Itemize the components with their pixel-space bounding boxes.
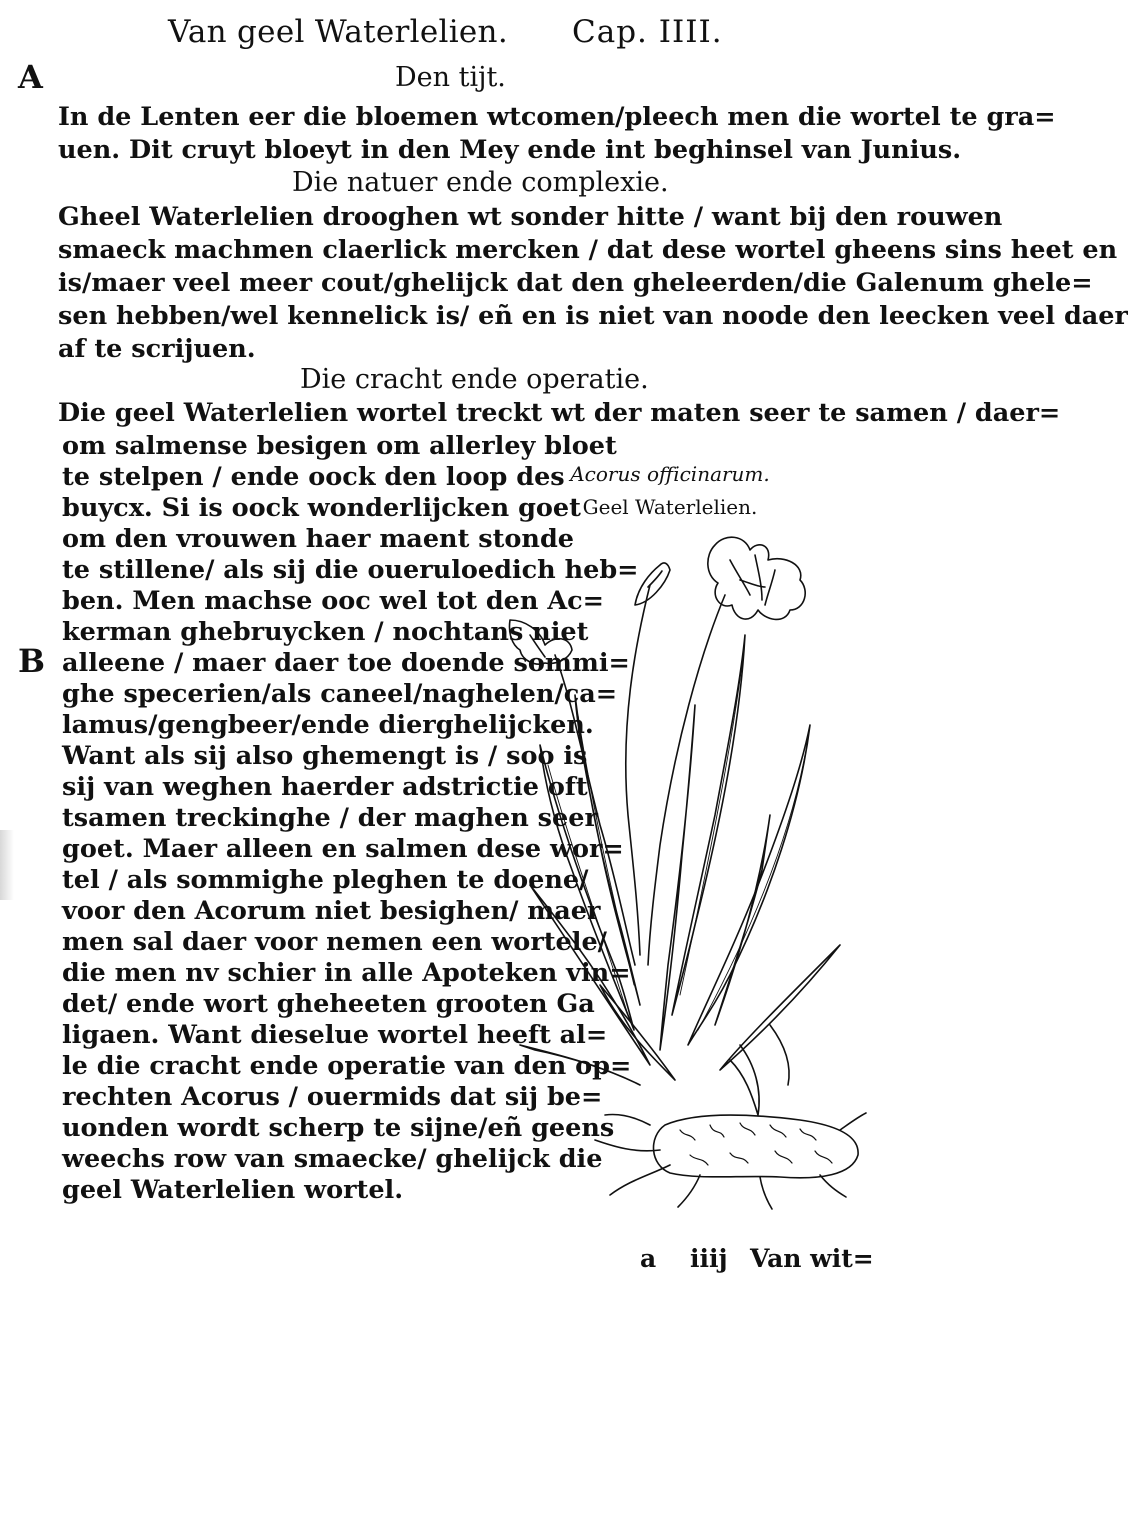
marginal-letter-b: B xyxy=(18,642,46,680)
text-line: die men nv schier in alle Apoteken vin= xyxy=(62,958,631,988)
text-line: Die geel Waterlelien wortel treckt wt der maten seer te samen / daer= xyxy=(58,398,1061,428)
text-line: geel Waterlelien wortel. xyxy=(62,1175,404,1205)
root xyxy=(595,1140,660,1151)
text-line: uonden wordt scherp te sijne/eñ geens xyxy=(62,1113,615,1143)
text-line: is/maer veel meer cout/ghelijck dat den gheleerden/die Galenum ghele= xyxy=(58,268,1093,298)
text-line: buycx. Si is oock wonderlijcken goet xyxy=(62,493,581,523)
text-line: smaeck machmen claerlick mercken / dat dese wortel gheens sins heet en xyxy=(58,235,1118,265)
text-line: goet. Maer alleen en salmen dese wor= xyxy=(62,834,624,864)
figure-caption-dutch: Geel Waterlelien. xyxy=(582,495,758,519)
text-line: ben. Men machse ooc wel tot den Ac= xyxy=(62,586,604,616)
leaf xyxy=(600,985,675,1080)
leaf xyxy=(720,945,840,1070)
catchword: Van wit= xyxy=(750,1244,874,1273)
text-line: sij van weghen haerder adstrictie oft xyxy=(62,772,588,802)
text-line: le die cracht ende operatie van den op= xyxy=(62,1051,632,1081)
running-title: Van geel Waterlelien. xyxy=(168,14,508,50)
text-line: weechs row van smaecke/ ghelijck die xyxy=(62,1144,603,1174)
section-heading-virtue: Die cracht ende operatie. xyxy=(300,364,649,395)
rhizome xyxy=(654,1115,859,1178)
text-line: te stillene/ als sij die ouerulоedich heb= xyxy=(62,555,639,585)
text-line: Gheel Waterlelien drooghen wt sonder hitte / want bij den rouwen xyxy=(58,202,1003,232)
signature-mark: a xyxy=(640,1244,657,1273)
leaf xyxy=(770,1025,789,1085)
text-line: rechten Acorus / ouermids dat sij be= xyxy=(62,1082,603,1112)
leaf xyxy=(715,815,770,1025)
root xyxy=(610,1165,670,1195)
text-line: ligaen. Want dieselue wortel heeft al= xyxy=(62,1020,608,1050)
signature-number: iiij xyxy=(690,1244,728,1273)
root xyxy=(760,1177,772,1209)
section-heading-nature: Die natuer ende complexie. xyxy=(292,167,669,198)
leaf xyxy=(672,635,745,1015)
marginal-letter-a: A xyxy=(18,58,43,96)
text-line: af te scrijuen. xyxy=(58,334,256,364)
text-line: uen. Dit cruyt bloeyt in den Mey ende int beghinsel van Junius. xyxy=(58,135,962,165)
text-line: om den vrouwen haer maent stonde xyxy=(62,524,574,554)
text-line: men sal daer voor nemen een wortele/ xyxy=(62,927,607,957)
text-line: tel / als sommighe pleghen te doene/ xyxy=(62,865,589,895)
text-line: voor den Acorum niet besighen/ maer xyxy=(62,896,601,926)
text-line: sen hebben/wel kennelick is/ eñ en is niet van noode den leecken veel daer xyxy=(58,301,1128,331)
small-flower xyxy=(509,620,572,664)
leaf xyxy=(688,725,810,1045)
chapter-number: Cap. IIII. xyxy=(572,14,723,50)
text-line: te stelpen / ende oock den loop des xyxy=(62,462,565,492)
text-line: In de Lenten eer die bloemen wtcomen/pleech men die wortel te gra= xyxy=(58,102,1056,132)
text-line: tsamen treckinghe / der maghen seer xyxy=(62,803,598,833)
text-line: Want als sij also ghemengt is / soo is xyxy=(62,741,588,771)
root xyxy=(605,1114,650,1125)
root xyxy=(820,1175,846,1197)
leaf xyxy=(520,1045,640,1085)
leaf xyxy=(730,1045,759,1115)
flower-bud xyxy=(635,563,670,605)
root xyxy=(840,1113,866,1130)
flower-head xyxy=(708,537,805,619)
text-line: kerman ghebruycken / nochtans niet xyxy=(62,617,589,647)
text-line: om salmense besigen om allerley bloet xyxy=(62,431,617,461)
section-heading-time: Den tijt. xyxy=(395,62,506,93)
leaf xyxy=(660,705,695,1050)
figure-caption-latin: Acorus officinarum. xyxy=(570,462,770,486)
text-line: ghe specerien/als caneel/naghelen/ca= xyxy=(62,679,618,709)
root xyxy=(678,1175,700,1207)
text-line: alleene / maer daer toe doende sommi= xyxy=(62,648,630,678)
text-line: lamus/gengbeer/ende dierghelijcken. xyxy=(62,710,594,740)
plant-woodcut-illustration xyxy=(500,525,870,1210)
text-line: det/ ende wort gheheeten grooten Ga xyxy=(62,989,595,1019)
flower-stalk xyxy=(626,585,650,955)
page-edge-shadow xyxy=(0,830,14,900)
flower-stalk xyxy=(648,595,725,965)
